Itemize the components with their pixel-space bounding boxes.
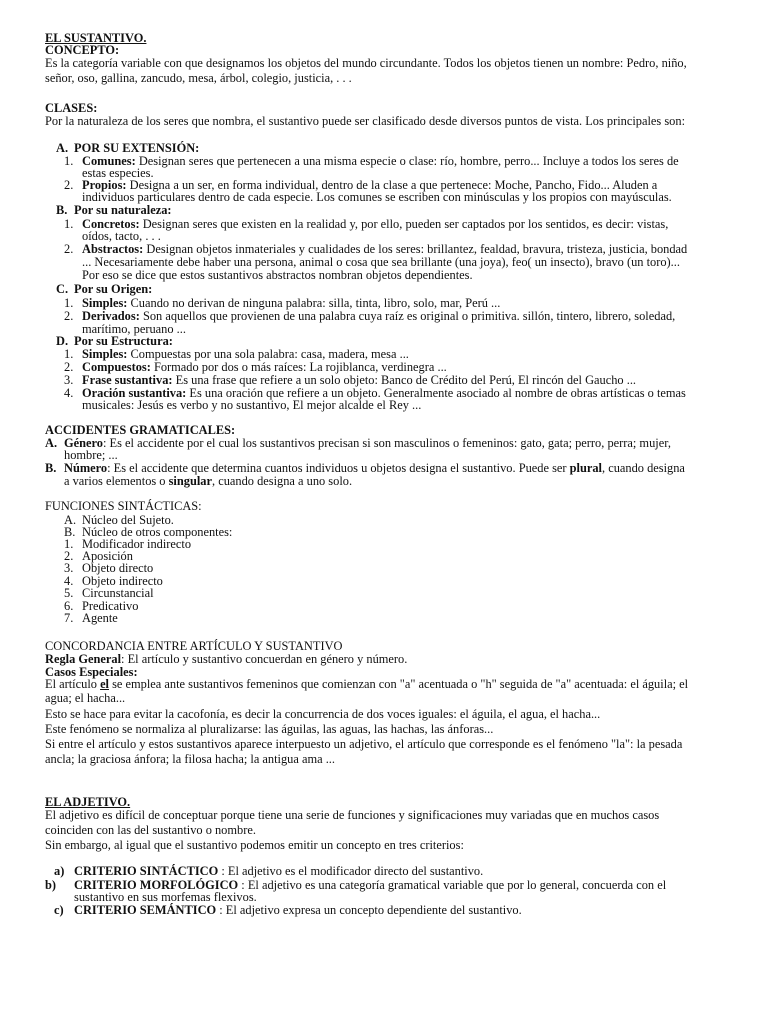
clase-c-item-num: 2.: [64, 309, 74, 323]
funcion-item: Núcleo del Sujeto.: [82, 513, 174, 527]
text-genero: : Es el accidente por el cual los sustantivos precisan si son masculinos o femeninos: gato, gata; perro, perra; mujer,: [103, 436, 671, 450]
funcion-item: Agente: [82, 611, 118, 625]
clase-d-item-num: 2.: [64, 360, 74, 374]
numero-marker: B.: [45, 461, 57, 475]
concordancia-heading: CONCORDANCIA ENTRE ARTÍCULO Y SUSTANTIVO: [45, 639, 343, 653]
funcion-marker: 4.: [64, 574, 74, 588]
genero-line-cont: hombre; ...: [64, 448, 118, 462]
concordancia-p1: [45, 677, 688, 691]
clase-b-item-2-cont: Por eso se dice que estos sustantivos abstractos nombran objetos dependientes.: [82, 268, 473, 282]
clase-d-item-num: 1.: [64, 347, 74, 361]
concepto-line-2: señor, oso, gallina, zancudo, mesa, árbol, colegio, justicia, . . .: [45, 71, 352, 85]
term-frase-sustantiva: Frase sustantiva:: [82, 373, 173, 387]
text-simples: Cuando no derivan de ninguna palabra: silla, tinta, libro, solo, mar, Perú ...: [130, 296, 501, 310]
clase-a-label: POR SU EXTENSIÓN:: [74, 141, 200, 155]
clase-d-item-num: 3.: [64, 373, 74, 387]
text-simples-estructura: Compuestas por una sola palabra: casa, madera, mesa ...: [130, 347, 409, 361]
criterio-marker: c): [54, 903, 64, 917]
section-title-adjetivo: EL ADJETIVO.: [45, 795, 131, 809]
text-criterio-sintactico: : El adjetivo es el modificador directo del sustantivo.: [218, 864, 484, 878]
criterio-marker: a): [54, 864, 65, 878]
term-criterio-sintactico: CRITERIO SINTÁCTICO: [74, 864, 219, 878]
term-derivados: Derivados:: [82, 309, 140, 323]
clase-a-item-num: 2.: [64, 178, 74, 192]
term-simples: Simples:: [82, 296, 128, 310]
clase-b-item-1-cont: oídos, tacto, . . .: [82, 229, 161, 243]
text-numero-tail: , cuando designa: [602, 461, 685, 475]
funcion-marker: 3.: [64, 561, 74, 575]
clase-a-item-1-cont: estas especies.: [82, 166, 154, 180]
funcion-marker: 1.: [64, 537, 74, 551]
text-concretos: Designan seres que existen en la realidad y, por ello, pueden ser captados por los sentidos, es decir: vistas,: [142, 217, 669, 231]
text-numero: : Es el accidente que determina cuantos individuos u objetos designa el sustantivo. Puede ser: [107, 461, 570, 475]
term-plural: plural: [569, 461, 602, 475]
concordancia-p1-cont: agua; el hacha...: [45, 691, 126, 705]
text-criterio-semantico: : El adjetivo expresa un concepto dependiente del sustantivo.: [216, 903, 522, 917]
concordancia-p2: Esto se hace para evitar la cacofonía, es decir la concurrencia de dos voces iguales: el águila, el agua, el hacha...: [45, 707, 601, 721]
clase-b-marker: B.: [56, 203, 68, 217]
concordancia-p4: Si entre el artículo y estos sustantivos aparece interpuesto un adjetivo, el artículo que corresponde es el fenómeno "la": la pesada: [45, 737, 683, 751]
criterio-morfologico-cont: sustantivo en sus morfemas flexivos.: [74, 890, 257, 904]
text-propios: Designa a un ser, en forma individual, dentro de la clase a que pertenece: Moche, Pancho, Fido... Aluden a: [129, 178, 658, 192]
funcion-marker: 6.: [64, 599, 74, 613]
term-criterio-semantico: CRITERIO SEMÁNTICO: [74, 903, 217, 917]
adjetivo-intro: El adjetivo es difícil de conceptuar porque tiene una serie de funciones y significaciones muy variadas que en muchos casos: [45, 808, 660, 822]
text-numero-2: a varios elementos o: [64, 474, 169, 488]
term-simples-estructura: Simples:: [82, 347, 128, 361]
clase-b-item-2-cont: ... Necesariamente debe haber una persona, animal o cosa que sea brillante (una joya), feo( un insecto), bravo (un toro)...: [82, 255, 680, 269]
funcion-marker: B.: [64, 525, 76, 539]
funcion-item: Circunstancial: [82, 586, 154, 600]
funciones-heading: FUNCIONES SINTÁCTICAS:: [45, 499, 202, 513]
clase-d-item-3: [82, 373, 636, 387]
numero-line: [64, 461, 685, 475]
text-compuestos: Formado por dos o más raíces: La rojiblanca, verdinegra ...: [153, 360, 447, 374]
text-criterio-morfologico: : El adjetivo es una categoría gramatical variable que por lo general, concuerda con el: [238, 878, 667, 892]
text-frase-sustantiva: Es una frase que refiere a un solo objeto: Banco de Crédito del Perú, El rincón del Gaucho ...: [175, 373, 637, 387]
clase-b-item-num: 1.: [64, 217, 74, 231]
genero-line: [64, 436, 671, 450]
term-criterio-morfologico: CRITERIO MORFOLÓGICO: [74, 878, 239, 892]
clase-b-label: Por su naturaleza:: [74, 203, 172, 217]
text-regla-general: : El artículo y sustantivo concuerdan en género y número.: [121, 652, 408, 666]
clases-heading: CLASES:: [45, 101, 98, 115]
term-compuestos: Compuestos:: [82, 360, 151, 374]
clase-b-item-2: [82, 242, 687, 256]
criterio-semantico: [74, 903, 522, 917]
clase-d-item-2: [82, 360, 447, 374]
concepto-line-1: Es la categoría variable con que designamos los objetos del mundo circundante. Todos los objetos tienen un nombre: Pedro, niño,: [45, 56, 687, 70]
clase-d-item-4-cont: musicales: Jesús es verbo y no sustantivo, El mejor alcalde el Rey ...: [82, 398, 422, 412]
concordancia-p3: Este fenómeno se normaliza al pluralizarse: las águilas, las aguas, las hachas, las ánforas...: [45, 722, 494, 736]
clases-intro: Por la naturaleza de los seres que nombra, el sustantivo puede ser clasificado desde diversos puntos de vista. Los principales son:: [45, 114, 686, 128]
text-oracion-sustantiva: Es una oración que refiere a un objeto. Generalmente asociado al nombre de obras artísticas o temas: [189, 386, 686, 400]
criterio-marker: b): [45, 878, 57, 892]
clase-a-item-2-cont: individuos particulares dentro de cada especie. Los comunes se escriben con minúsculas y los propios con mayúsculas.: [82, 190, 672, 204]
accidentes-heading: ACCIDENTES GRAMATICALES:: [45, 423, 236, 437]
numero-line-cont: [64, 474, 352, 488]
text-abstractos: Designan objetos inmateriales y cualidades de los seres: brillantez, fealdad, bravura, tristeza, justicia, bondad: [146, 242, 688, 256]
adjetivo-intro-cont: coinciden con las del sustantivo o nombre.: [45, 823, 256, 837]
text-numero-2-tail: , cuando designa a uno solo.: [212, 474, 353, 488]
text-derivados: Son aquellos que provienen de una palabra cuya raíz es original o primitiva. sillón, tintero, librero, soledad,: [142, 309, 676, 323]
clase-c-item-2-cont: marítimo, peruano ...: [82, 322, 186, 336]
clase-d-item-1: [82, 347, 409, 361]
clase-c-item-2: [82, 309, 675, 323]
term-oracion-sustantiva: Oración sustantiva:: [82, 386, 187, 400]
text-p1-a: El artículo: [45, 677, 101, 691]
clase-c-item-num: 1.: [64, 296, 74, 310]
concepto-heading: CONCEPTO:: [45, 43, 120, 57]
regla-general: [45, 652, 407, 666]
term-genero: Género: [64, 436, 103, 450]
term-el: el: [100, 677, 110, 691]
funcion-item: Aposición: [82, 549, 133, 563]
clase-c-label: Por su Origen:: [74, 282, 153, 296]
term-singular: singular: [168, 474, 212, 488]
clase-b-item-1: [82, 217, 668, 231]
casos-especiales: Casos Especiales:: [45, 665, 138, 679]
clase-a-item-num: 1.: [64, 154, 74, 168]
funcion-item: Predicativo: [82, 599, 139, 613]
funcion-marker: 7.: [64, 611, 74, 625]
clase-b-item-num: 2.: [64, 242, 74, 256]
adjetivo-intro-cont: Sin embargo, al igual que el sustantivo podemos emitir un concepto en tres criterios:: [45, 838, 464, 852]
clase-a-marker: A.: [56, 141, 69, 155]
clase-c-item-1: [82, 296, 500, 310]
text-comunes: Designan seres que pertenecen a una misma especie o clase: río, hombre, perro... Incluye a todos los seres de: [138, 154, 679, 168]
concordancia-p4-cont: ancla; la graciosa ánfora; la filosa hacha; la antigua ama ...: [45, 752, 336, 766]
section-title-sustantivo: EL SUSTANTIVO.: [45, 31, 147, 45]
funcion-item: Objeto indirecto: [82, 574, 163, 588]
clase-d-item-num: 4.: [64, 386, 74, 400]
clase-d-label: Por su Estructura:: [74, 334, 173, 348]
text-p1-b: se emplea ante sustantivos femeninos que comienzan con "a" acentuada o "h" seguida de "a" acentuada: el águila; el: [109, 677, 689, 691]
term-concretos: Concretos:: [82, 217, 140, 231]
term-comunes: Comunes:: [82, 154, 136, 168]
funcion-marker: A.: [64, 513, 77, 527]
funcion-item: Objeto directo: [82, 561, 154, 575]
term-abstractos: Abstractos:: [82, 242, 144, 256]
funcion-marker: 2.: [64, 549, 74, 563]
genero-marker: A.: [45, 436, 58, 450]
funcion-marker: 5.: [64, 586, 74, 600]
funcion-item: Modificador indirecto: [82, 537, 192, 551]
clase-d-marker: D.: [56, 334, 69, 348]
term-propios: Propios:: [82, 178, 127, 192]
clase-c-marker: C.: [56, 282, 69, 296]
clase-a-item-1: [82, 154, 679, 168]
funcion-item: Núcleo de otros componentes:: [82, 525, 233, 539]
term-numero: Número: [64, 461, 108, 475]
term-regla-general: Regla General: [45, 652, 122, 666]
criterio-sintactico: [74, 864, 483, 878]
